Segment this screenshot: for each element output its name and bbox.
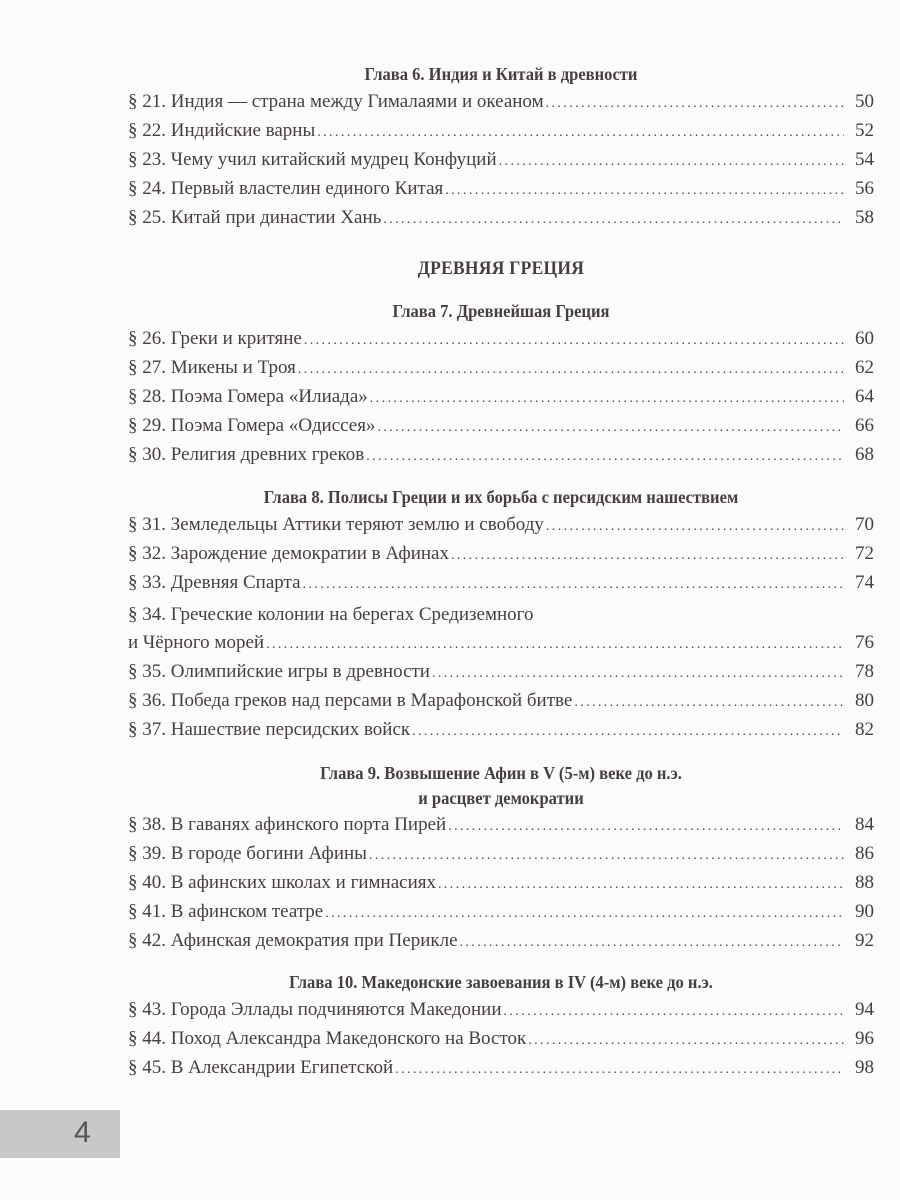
leader-dots bbox=[370, 391, 844, 407]
toc-entry[interactable]: § 38. В гаванях афинского порта Пирей ..... 84 bbox=[128, 814, 874, 840]
page-number: 92 bbox=[855, 930, 874, 951]
leader-dots bbox=[528, 1033, 844, 1049]
toc-entry[interactable]: § 35. Олимпийские игры в древности ..... 78 bbox=[128, 661, 874, 687]
page-number: 72 bbox=[855, 543, 874, 564]
leader-dots bbox=[546, 96, 844, 112]
page-number-box bbox=[0, 1110, 120, 1158]
toc-entry[interactable]: § 37. Нашествие персидских войск ..... 82 bbox=[128, 719, 874, 745]
leader-dots bbox=[325, 906, 844, 922]
page-number: 96 bbox=[855, 1028, 874, 1049]
page-number: 64 bbox=[855, 386, 874, 407]
leader-dots bbox=[412, 724, 844, 740]
page-number: 70 bbox=[855, 514, 874, 535]
toc-entry[interactable]: § 31. Земледельцы Аттики теряют землю и свободу ..... 70 bbox=[128, 514, 874, 540]
page-number: 62 bbox=[855, 357, 874, 378]
toc-entry[interactable]: § 28. Поэма Гомера «Илиада» ..... 64 bbox=[128, 386, 874, 412]
leader-dots bbox=[304, 333, 844, 349]
toc-entry[interactable]: § 21. Индия — страна между Гималаями и океаном ..... 50 bbox=[128, 91, 874, 117]
chapter-9-title-line2: и расцвет демократии bbox=[418, 788, 584, 808]
leader-dots bbox=[445, 183, 844, 199]
toc-entry[interactable]: § 23. Чему учил китайский мудрец Конфуций ..... 54 bbox=[128, 149, 874, 175]
toc-entry[interactable]: § 24. Первый властелин единого Китая ..... 56 bbox=[128, 178, 874, 204]
chapter-8-title: Глава 8. Полисы Греции и их борьба с персидским нашествием bbox=[263, 487, 739, 507]
page-number: 88 bbox=[855, 872, 874, 893]
page-number: 76 bbox=[855, 632, 874, 653]
chapter-10-title: Глава 10. Македонские завоевания в IV (4-м) веке до н.э. bbox=[289, 972, 713, 992]
page-number: 80 bbox=[855, 690, 874, 711]
toc-entry[interactable]: § 25. Китай при династии Хань ..... 58 bbox=[128, 207, 874, 233]
footer-page-number: 4 bbox=[74, 1116, 91, 1149]
leader-dots bbox=[266, 637, 844, 653]
leader-dots bbox=[298, 362, 844, 378]
page-number: 90 bbox=[855, 901, 874, 922]
page-number: 50 bbox=[855, 91, 874, 112]
page-number: 58 bbox=[855, 207, 874, 228]
leader-dots bbox=[438, 877, 844, 893]
page-number: 84 bbox=[855, 814, 874, 835]
toc-entry[interactable]: § 44. Поход Александра Македонского на Восток ..... 96 bbox=[128, 1028, 874, 1054]
chapter-9-title-line1: Глава 9. Возвышение Афин в V (5-м) веке до н.э. bbox=[320, 763, 682, 783]
page-number: 60 bbox=[855, 328, 874, 349]
leader-dots bbox=[546, 519, 844, 535]
leader-dots bbox=[499, 154, 844, 170]
leader-dots bbox=[369, 848, 844, 864]
page-number: 98 bbox=[855, 1057, 874, 1078]
page-number: 68 bbox=[855, 444, 874, 465]
toc-entry[interactable]: § 32. Зарождение демократии в Афинах ..... 72 bbox=[128, 543, 874, 569]
leader-dots bbox=[432, 666, 844, 682]
page-number: 86 bbox=[855, 843, 874, 864]
page-number: 54 bbox=[855, 149, 874, 170]
page-number: 94 bbox=[855, 999, 874, 1020]
toc-entry[interactable]: и Чёрного морей ..... 76 bbox=[128, 632, 874, 658]
section-title: ДРЕВНЯЯ ГРЕЦИЯ bbox=[417, 258, 585, 279]
leader-dots bbox=[317, 125, 844, 141]
page-number: 74 bbox=[855, 572, 874, 593]
leader-dots bbox=[366, 449, 844, 465]
toc-entry[interactable]: § 22. Индийские варны ..... 52 bbox=[128, 120, 874, 146]
toc-entry[interactable]: § 30. Религия древних греков ..... 68 bbox=[128, 444, 874, 470]
page-number: 78 bbox=[855, 661, 874, 682]
leader-dots bbox=[377, 420, 844, 436]
leader-dots bbox=[460, 935, 844, 951]
leader-dots bbox=[303, 577, 844, 593]
leader-dots bbox=[395, 1062, 844, 1078]
toc-entry[interactable]: § 45. В Александрии Египетской ..... 98 bbox=[128, 1057, 874, 1083]
leader-dots bbox=[448, 819, 844, 835]
page-number: 56 bbox=[855, 178, 874, 199]
toc-entry[interactable]: § 40. В афинских школах и гимнасиях ..... 88 bbox=[128, 872, 874, 898]
leader-dots bbox=[383, 212, 844, 228]
toc-entry[interactable]: § 42. Афинская демократия при Перикле ..... 92 bbox=[128, 930, 874, 956]
chapter-7-title: Глава 7. Древнейшая Греция bbox=[392, 301, 610, 321]
leader-dots bbox=[451, 548, 844, 564]
toc-entry[interactable]: § 29. Поэма Гомера «Одиссея» ..... 66 bbox=[128, 415, 874, 441]
toc-entry[interactable]: § 43. Города Эллады подчиняются Македонии ..... 94 bbox=[128, 999, 874, 1025]
toc-entry[interactable]: § 27. Микены и Троя ..... 62 bbox=[128, 357, 874, 383]
page-number: 66 bbox=[855, 415, 874, 436]
toc-entry[interactable]: § 33. Древняя Спарта ..... 74 bbox=[128, 572, 874, 598]
toc-entry[interactable]: § 36. Победа греков над персами в Марафонской битве ..... 80 bbox=[128, 690, 874, 716]
leader-dots bbox=[574, 695, 844, 711]
chapter-6-title: Глава 6. Индия и Китай в древности bbox=[364, 64, 638, 84]
toc-entry[interactable]: § 39. В городе богини Афины ..... 86 bbox=[128, 843, 874, 869]
leader-dots bbox=[504, 1004, 845, 1020]
toc-entry[interactable]: § 41. В афинском театре ..... 90 bbox=[128, 901, 874, 927]
toc-entry-line1[interactable]: § 34. Греческие колонии на берегах Средиземного bbox=[128, 604, 534, 625]
toc-entry[interactable]: § 26. Греки и критяне ..... 60 bbox=[128, 328, 874, 354]
page-number: 82 bbox=[855, 719, 874, 740]
page-number: 52 bbox=[855, 120, 874, 141]
